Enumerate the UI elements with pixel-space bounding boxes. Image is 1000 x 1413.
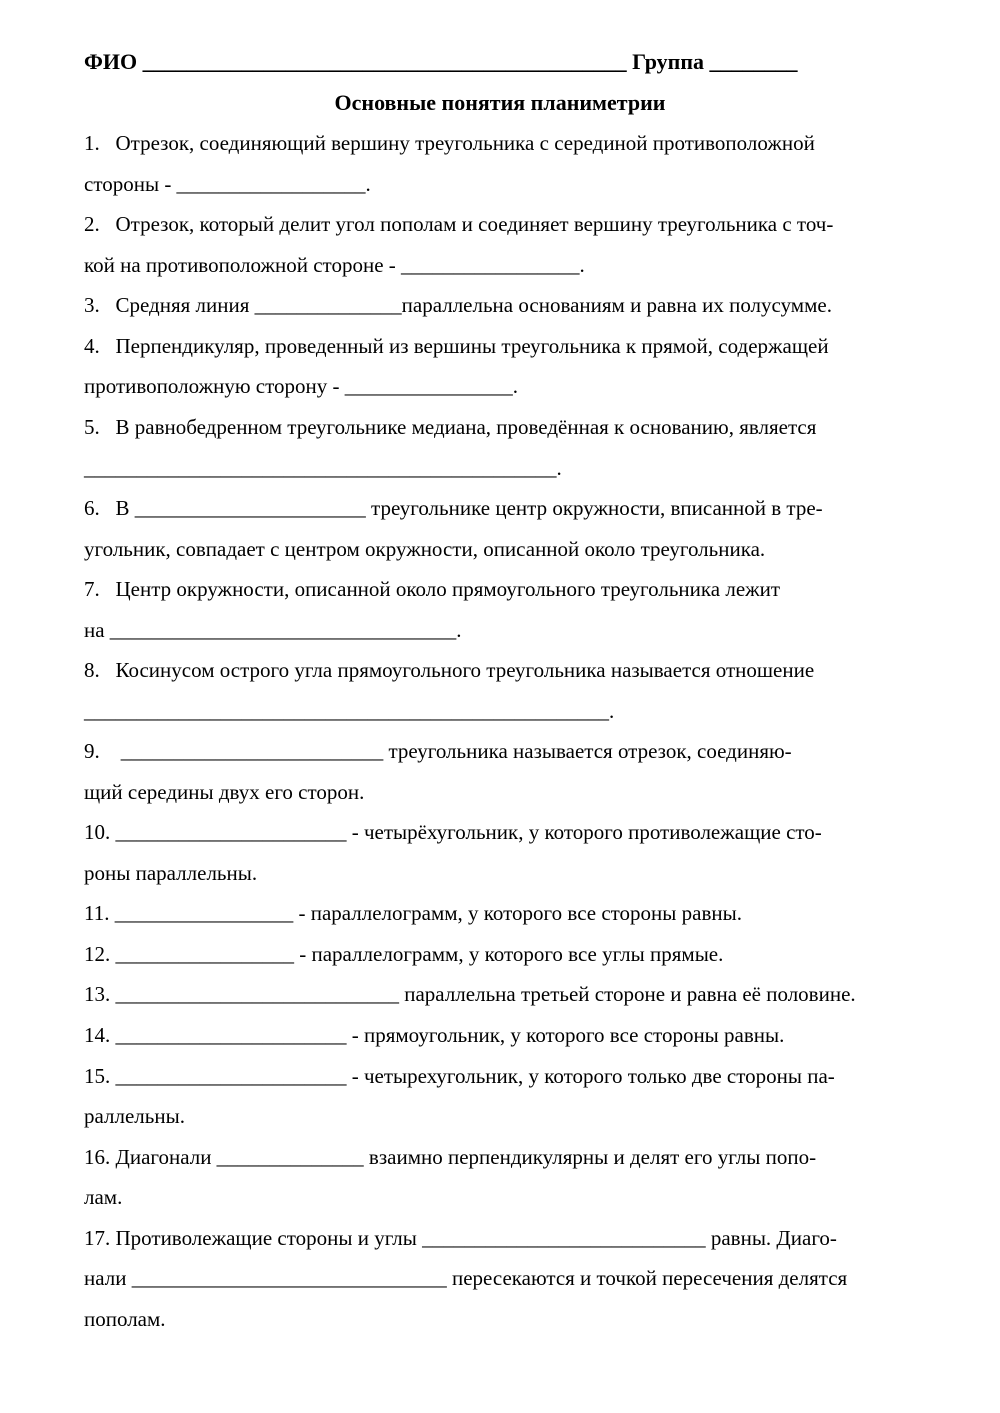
question-5-line-2: _____________________________________________. [84, 456, 562, 480]
question-7-line-2: на _________________________________. [84, 618, 462, 642]
question-13-line-1: 13. ___________________________ параллельна третьей стороне и равна её половине. [84, 982, 856, 1006]
question-2-line-1: 2. Отрезок, который делит угол пополам и соединяет вершину треугольника с точ- [84, 212, 834, 236]
question-11-line-1: 11. _________________ - параллелограмм, у которого все стороны равны. [84, 901, 742, 925]
question-1-line-1: 1. Отрезок, соединяющий вершину треугольника с серединой противоположной [84, 131, 815, 155]
question-17-line-1: 17. Противолежащие стороны и углы ___________________________ равны. Диаго- [84, 1226, 837, 1250]
question-6-line-1: 6. В ______________________ треугольнике центр окружности, вписанной в тре- [84, 496, 823, 520]
question-7-line-1: 7. Центр окружности, описанной около прямоугольного треугольника лежит [84, 577, 781, 601]
question-10-line-2: роны параллельны. [84, 861, 258, 885]
question-8-line-2: __________________________________________________. [84, 699, 615, 723]
question-8-line-1: 8. Косинусом острого угла прямоугольного треугольника называется отношение [84, 658, 815, 682]
question-9-line-1: 9. _________________________ треугольника называется отрезок, соединяю- [84, 739, 792, 763]
question-15-line-1: 15. ______________________ - четырехугольник, у которого только две стороны па- [84, 1064, 835, 1088]
question-16-line-2: лам. [84, 1185, 123, 1209]
question-2-line-2: кой на противоположной стороне - _________________. [84, 253, 585, 277]
question-3-line-1: 3. Средняя линия ______________параллельна основаниям и равна их полусумме. [84, 293, 832, 317]
question-4-line-2: противоположную сторону - ________________. [84, 374, 518, 398]
question-16-line-1: 16. Диагонали ______________ взаимно перпендикулярны и делят его углы попо- [84, 1145, 817, 1169]
question-14-line-1: 14. ______________________ - прямоугольник, у которого все стороны равны. [84, 1023, 785, 1047]
question-17-line-2: нали ______________________________ пересекаются и точкой пересечения делятся [84, 1266, 848, 1290]
question-9-line-2: щий середины двух его сторон. [84, 780, 365, 804]
question-5-line-1: 5. В равнобедренном треугольнике медиана, проведённая к основанию, является [84, 415, 817, 439]
question-12-line-1: 12. _________________ - параллелограмм, у которого все углы прямые. [84, 942, 724, 966]
question-10-line-1: 10. ______________________ - четырёхугольник, у которого противолежащие сто- [84, 820, 822, 844]
question-17-line-3: пополам. [84, 1307, 166, 1331]
question-4-line-1: 4. Перпендикуляр, проведенный из вершины треугольника к прямой, содержащей [84, 334, 829, 358]
question-15-line-2: раллельны. [84, 1104, 185, 1128]
page-title: Основные понятия планиметрии [334, 90, 666, 115]
name-group-line: ФИО ____________________________________________ Группа ________ [84, 49, 798, 74]
question-1-line-2: стороны - __________________. [84, 172, 371, 196]
question-6-line-2: угольник, совпадает с центром окружности, описанной около треугольника. [84, 537, 766, 561]
